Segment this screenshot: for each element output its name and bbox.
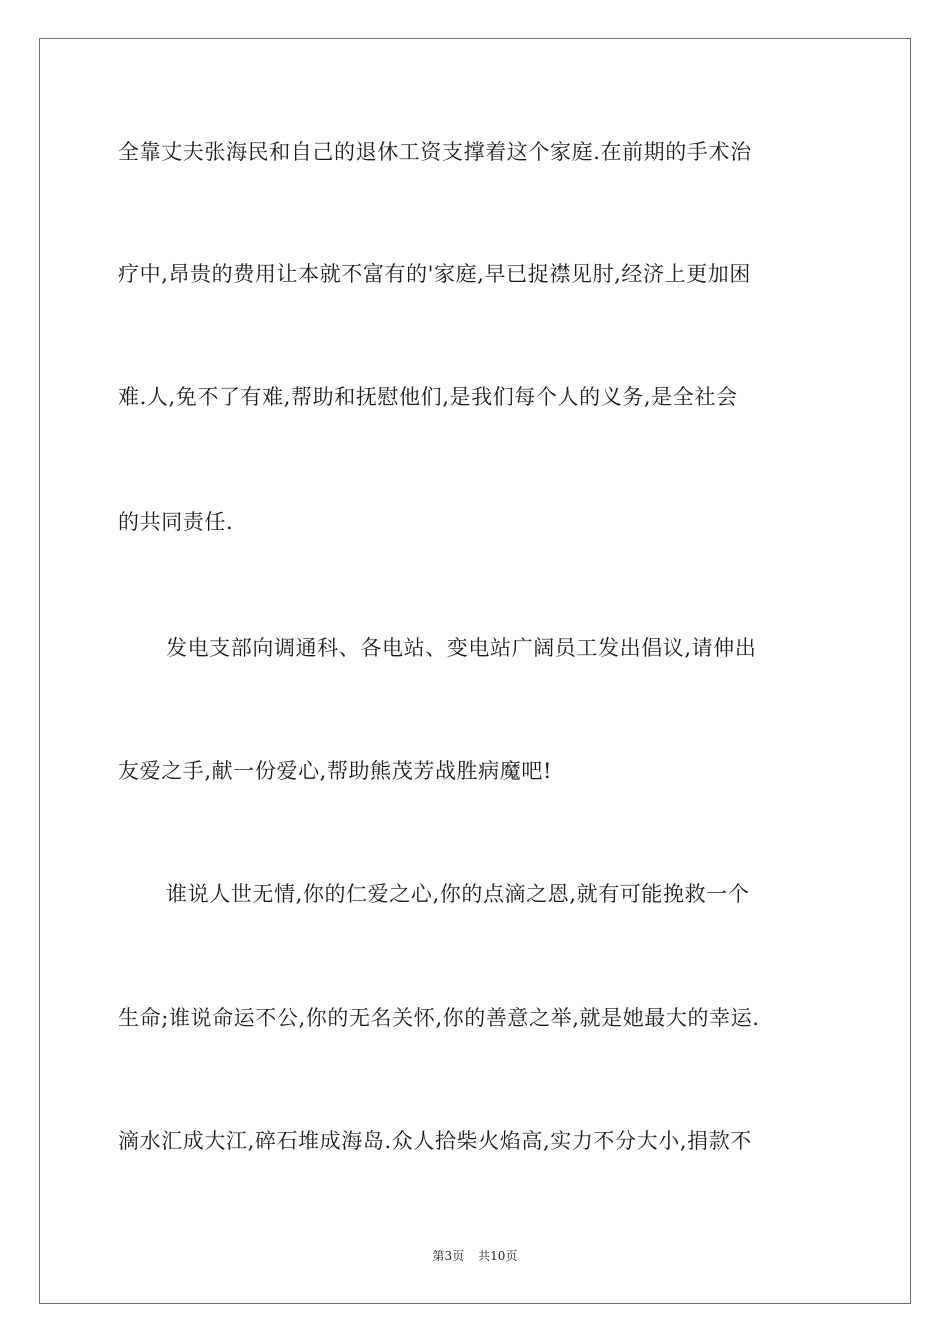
text-line: 全靠丈夫张海民和自己的退休工资支撑着这个家庭.在前期的手术治 [118, 140, 752, 164]
text-line: 难.人,免不了有难,帮助和抚慰他们,是我们每个人的义务,是全社会 [118, 385, 738, 409]
text-line: 滴水汇成大江,碎石堆成海岛.众人拾柴火焰高,实力不分大小,捐款不 [118, 1129, 752, 1153]
text-line: 生命;谁说命运不公,你的无名关怀,你的善意之举,就是她最大的幸运. [118, 1006, 760, 1030]
text-line: 友爱之手,献一份爱心,帮助熊茂芳战胜病魔吧! [118, 759, 552, 783]
page-total: 共10页 [478, 1249, 518, 1263]
page-border [39, 38, 911, 1304]
paragraph-start-line: 发电支部向调通科、各电站、变电站广阔员工发出倡议,请伸出 [166, 636, 757, 660]
text-line: 疗中,昂贵的费用让本就不富有的'家庭,早已捉襟见肘,经济上更加困 [118, 262, 751, 286]
paragraph-start-line: 谁说人世无情,你的仁爱之心,你的点滴之恩,就有可能挽救一个 [166, 882, 750, 906]
text-line: 的共同责任. [118, 510, 234, 534]
page-number: 第3页 [432, 1249, 465, 1263]
page-footer [0, 1247, 950, 1265]
